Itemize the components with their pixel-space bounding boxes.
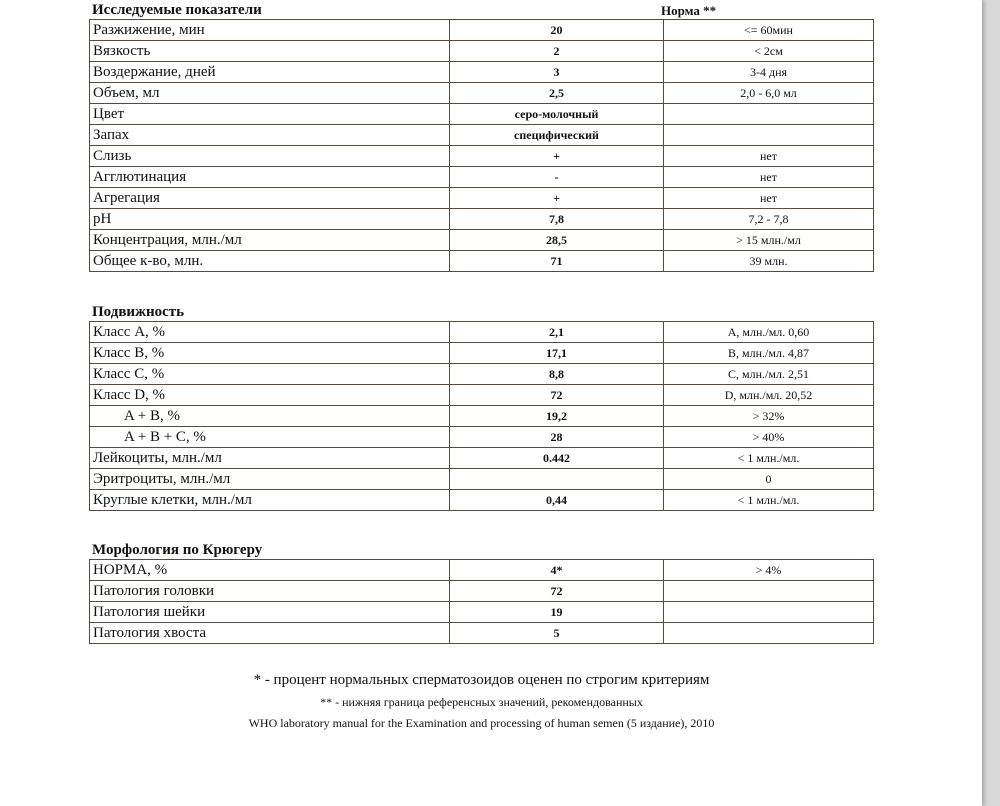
param-value: специфический xyxy=(450,125,664,146)
footnote-reference: ** - нижняя граница референсных значений, рекомендованных xyxy=(320,695,643,709)
table-row xyxy=(90,469,874,490)
param-name: Эритроциты, млн./мл xyxy=(90,469,450,490)
table-row xyxy=(90,146,874,167)
param-name: Класс A, % xyxy=(90,322,450,343)
param-norm: нет xyxy=(664,188,874,209)
table-row xyxy=(90,322,874,343)
param-norm: > 4% xyxy=(664,560,874,581)
param-norm: D, млн./мл. 20,52 xyxy=(664,385,874,406)
param-value: 28,5 xyxy=(450,230,664,251)
param-name: Общее к-во, млн. xyxy=(90,251,450,272)
table-row xyxy=(90,167,874,188)
footnote-who-manual: WHO laboratory manual for the Examination and processing of human semen (5 издание), 2010 xyxy=(248,716,715,730)
param-norm: < 1 млн./мл. xyxy=(664,490,874,511)
table-row xyxy=(90,602,874,623)
param-name: Слизь xyxy=(90,146,450,167)
table-row xyxy=(90,427,874,448)
table-row xyxy=(90,364,874,385)
param-value: 71 xyxy=(450,251,664,272)
param-value: 2,5 xyxy=(450,83,664,104)
table-row xyxy=(90,560,874,581)
table-row xyxy=(90,62,874,83)
param-name: Вязкость xyxy=(90,41,450,62)
table-row xyxy=(90,125,874,146)
param-value: 20 xyxy=(450,20,664,41)
param-name: НОРМА, % xyxy=(90,560,450,581)
param-norm: нет xyxy=(664,146,874,167)
param-norm: 0 xyxy=(664,469,874,490)
param-value: 8,8 xyxy=(450,364,664,385)
param-norm: > 40% xyxy=(664,427,874,448)
param-norm: < 2см xyxy=(664,41,874,62)
param-name: Патология головки xyxy=(90,581,450,602)
param-value: 2 xyxy=(450,41,664,62)
param-value: 19,2 xyxy=(450,406,664,427)
table-row xyxy=(90,104,874,125)
param-norm: нет xyxy=(664,167,874,188)
param-name: Патология шейки xyxy=(90,602,450,623)
param-value: 2,1 xyxy=(450,322,664,343)
param-name: Патология хвоста xyxy=(90,623,450,644)
footnotes xyxy=(89,670,874,732)
param-norm xyxy=(664,104,874,125)
table-row xyxy=(90,406,874,427)
param-norm: < 1 млн./мл. xyxy=(664,448,874,469)
footnote-strict-criteria: * - процент нормальных сперматозоидов оценен по строгим критериям xyxy=(253,672,710,688)
table-row xyxy=(90,448,874,469)
param-norm: > 32% xyxy=(664,406,874,427)
table-row xyxy=(90,251,874,272)
param-name: Класс B, % xyxy=(90,343,450,364)
param-name: Разжижение, мин xyxy=(90,20,450,41)
table-row xyxy=(90,209,874,230)
param-norm: > 15 млн./мл xyxy=(664,230,874,251)
table-row xyxy=(90,385,874,406)
param-name: Агрегация xyxy=(90,188,450,209)
param-value: - xyxy=(450,167,664,188)
param-name: Лейкоциты, млн./мл xyxy=(90,448,450,469)
param-name: Класс C, % xyxy=(90,364,450,385)
param-value: 19 xyxy=(450,602,664,623)
table-row xyxy=(90,83,874,104)
param-value: 28 xyxy=(450,427,664,448)
section-motility xyxy=(89,304,874,511)
morphology-table xyxy=(89,559,874,644)
table-row xyxy=(90,581,874,602)
table-row xyxy=(90,20,874,41)
param-value: + xyxy=(450,188,664,209)
param-norm: 3-4 дня xyxy=(664,62,874,83)
param-norm xyxy=(664,602,874,623)
param-norm xyxy=(664,125,874,146)
param-name: Агглютинация xyxy=(90,167,450,188)
param-value: 5 xyxy=(450,623,664,644)
param-value: 72 xyxy=(450,581,664,602)
param-value: 7,8 xyxy=(450,209,664,230)
param-name: Воздержание, дней xyxy=(90,62,450,83)
table-row xyxy=(90,230,874,251)
table-row xyxy=(90,188,874,209)
param-norm: <= 60мин xyxy=(664,20,874,41)
param-norm: 2,0 - 6,0 мл xyxy=(664,83,874,104)
section-morphology xyxy=(89,542,874,644)
param-name: Объем, мл xyxy=(90,83,450,104)
param-name: Цвет xyxy=(90,104,450,125)
param-name: A + B + C, % xyxy=(90,427,450,448)
param-value: 4* xyxy=(450,560,664,581)
table-row xyxy=(90,623,874,644)
param-value: 72 xyxy=(450,385,664,406)
param-value: 17,1 xyxy=(450,343,664,364)
param-name: Круглые клетки, млн./мл xyxy=(90,490,450,511)
table-row xyxy=(90,343,874,364)
norma-header: Норма ** xyxy=(661,3,717,18)
param-norm: B, млн./мл. 4,87 xyxy=(664,343,874,364)
param-norm: C, млн./мл. 2,51 xyxy=(664,364,874,385)
param-value: 0,44 xyxy=(450,490,664,511)
section-title: Подвижность xyxy=(92,304,185,320)
param-value: 0.442 xyxy=(450,448,664,469)
param-name: Запах xyxy=(90,125,450,146)
param-name: pH xyxy=(90,209,450,230)
param-value: 3 xyxy=(450,62,664,83)
param-norm: 7,2 - 7,8 xyxy=(664,209,874,230)
param-value: серо-молочный xyxy=(450,104,664,125)
param-value xyxy=(450,469,664,490)
section-title: Морфология по Крюгеру xyxy=(92,542,263,558)
table-row xyxy=(90,41,874,62)
section-parameters xyxy=(89,2,874,272)
parameters-table xyxy=(89,19,874,272)
param-value: + xyxy=(450,146,664,167)
param-norm xyxy=(664,581,874,602)
section-title: Исследуемые показатели xyxy=(92,2,262,18)
param-name: Концентрация, млн./мл xyxy=(90,230,450,251)
param-norm xyxy=(664,623,874,644)
param-name: A + B, % xyxy=(90,406,450,427)
param-norm: A, млн./мл. 0,60 xyxy=(664,322,874,343)
motility-table xyxy=(89,321,874,511)
param-name: Класс D, % xyxy=(90,385,450,406)
table-row xyxy=(90,490,874,511)
param-norm: 39 млн. xyxy=(664,251,874,272)
